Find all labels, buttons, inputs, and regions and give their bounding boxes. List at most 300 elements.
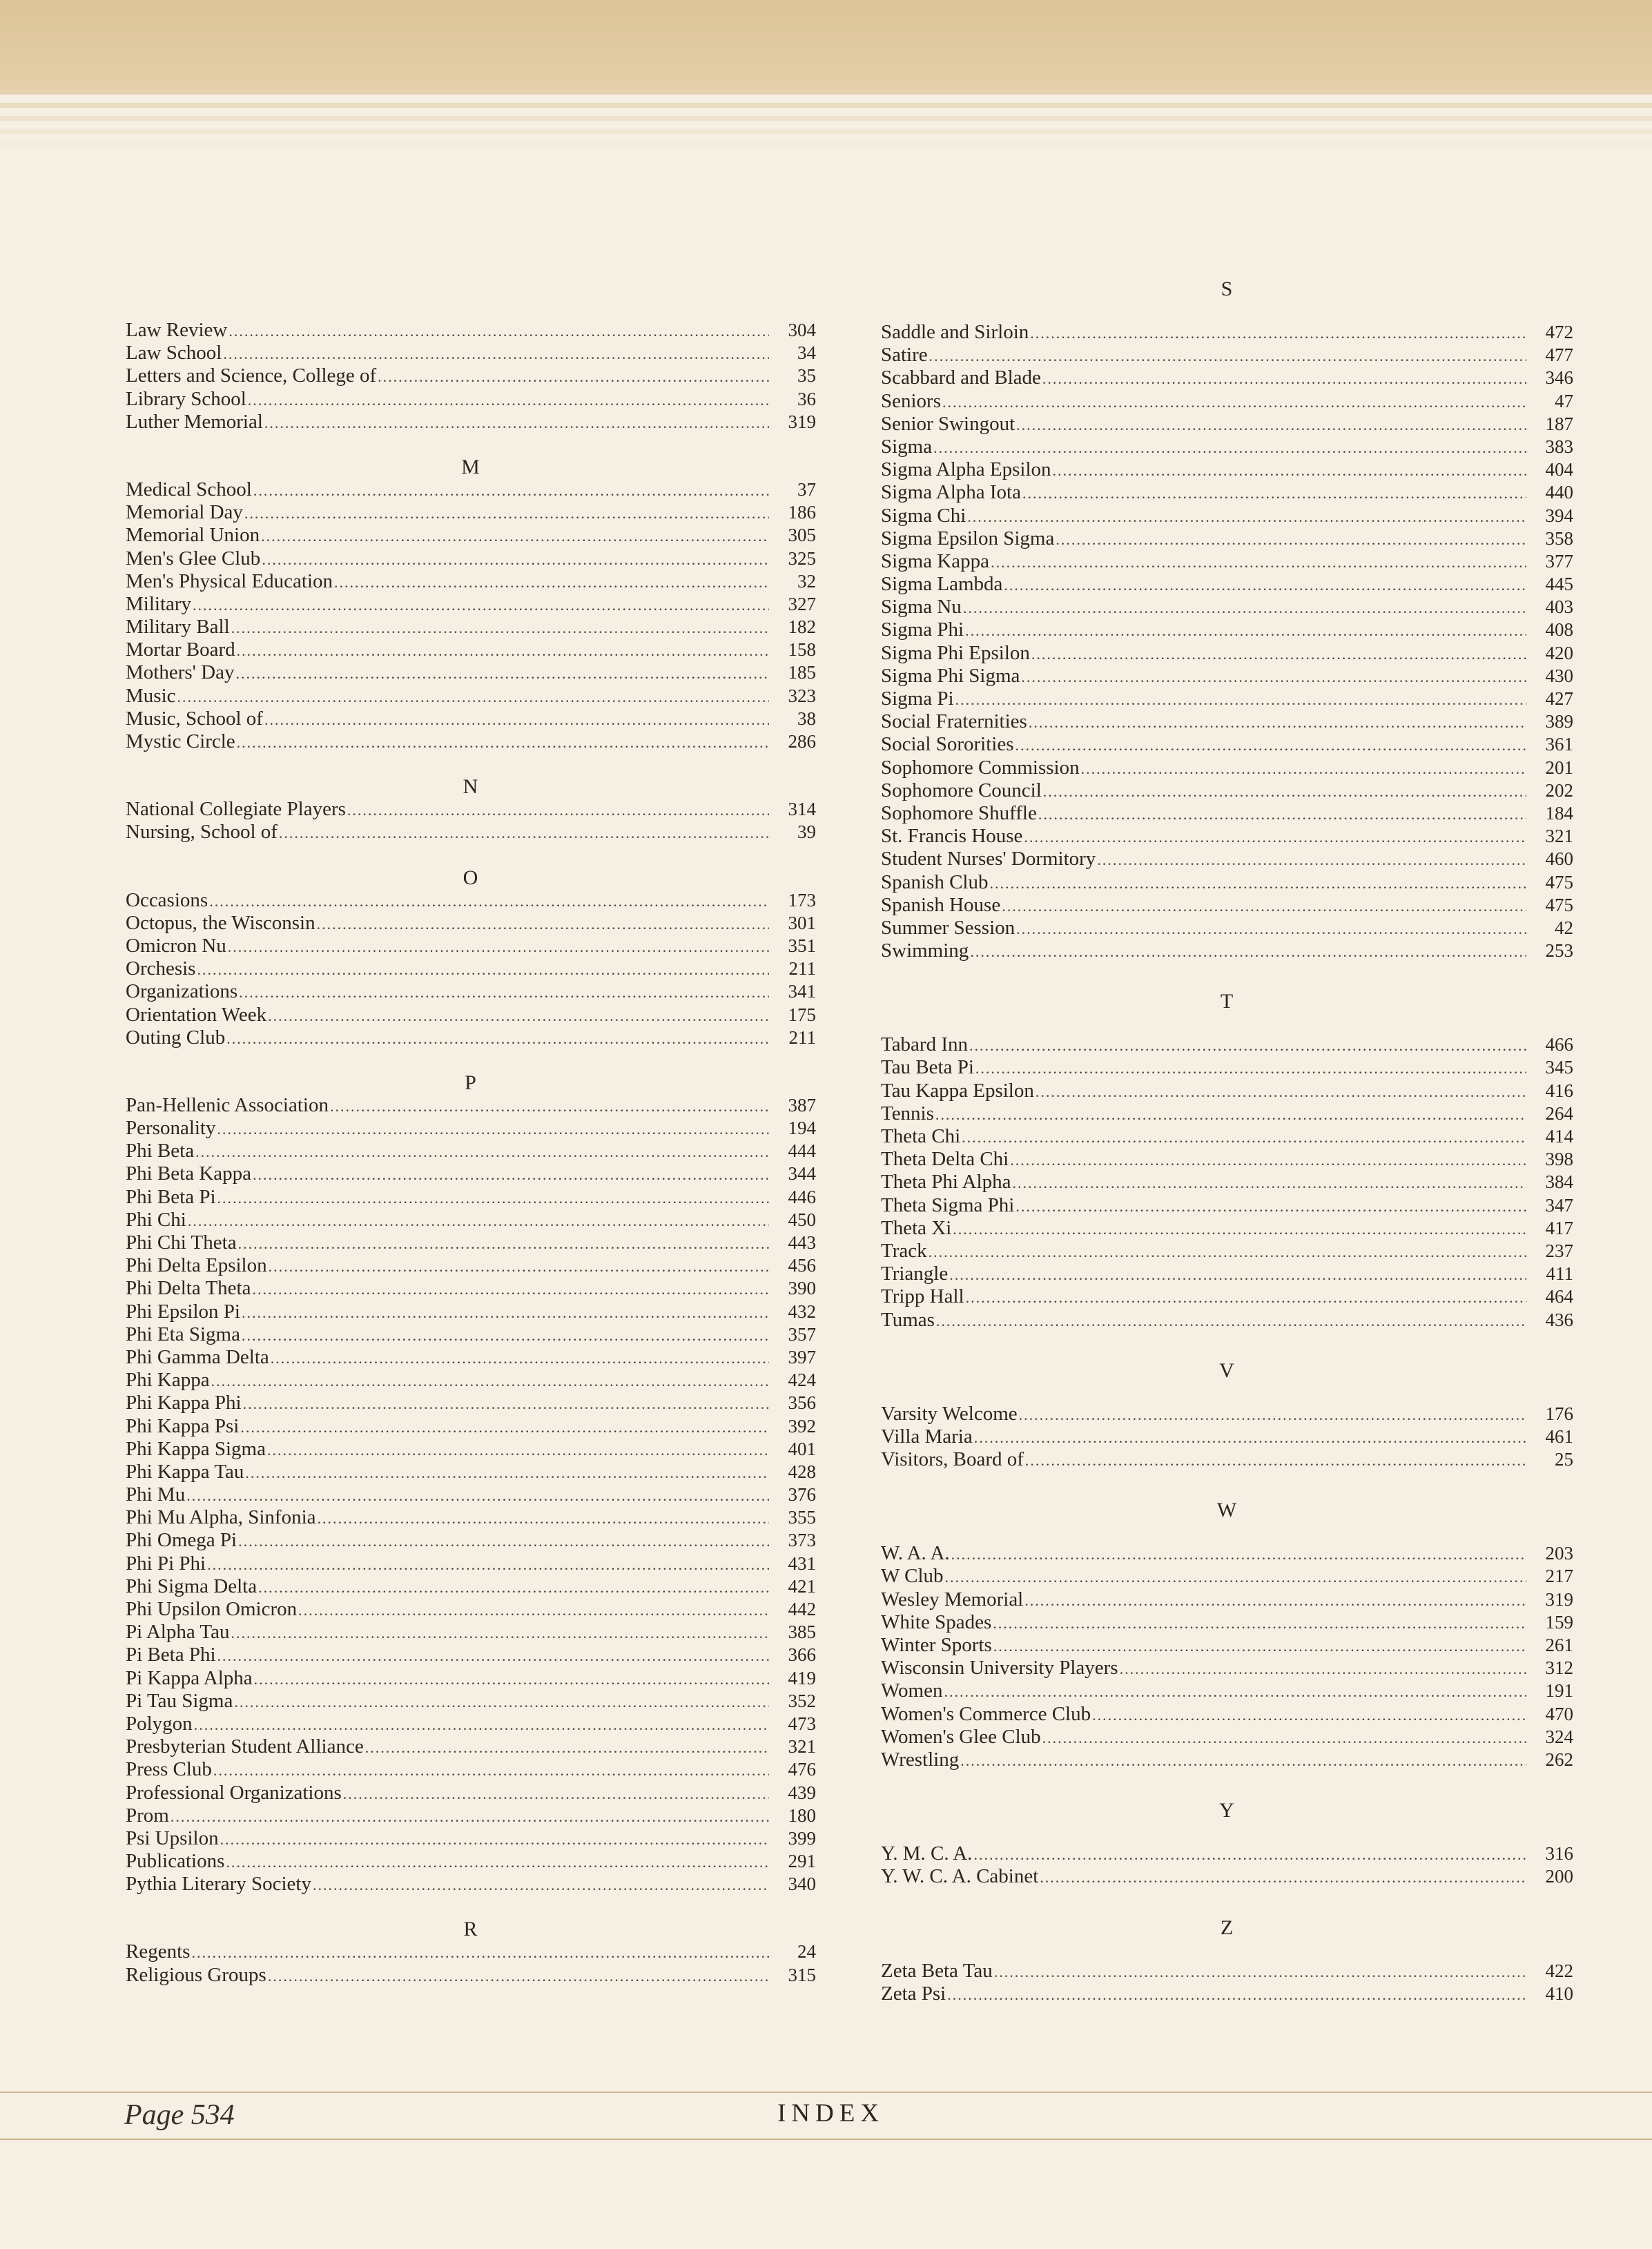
index-entry bbox=[881, 1080, 1573, 1102]
section-letter-heading: O bbox=[463, 866, 479, 889]
entry-page-number: 440 bbox=[1545, 482, 1573, 503]
entry-name: Phi Kappa Phi bbox=[126, 1392, 242, 1414]
entry-page-number: 47 bbox=[1555, 390, 1573, 411]
index-entry bbox=[881, 710, 1573, 733]
index-entry bbox=[881, 458, 1573, 481]
index-entry bbox=[881, 1217, 1573, 1240]
entry-page-number: 431 bbox=[788, 1552, 816, 1574]
index-entry bbox=[126, 1758, 816, 1781]
dot-leader bbox=[262, 548, 769, 571]
entry-name: Winter Sports bbox=[881, 1634, 992, 1656]
index-entry bbox=[126, 1186, 816, 1209]
index-entry bbox=[126, 1415, 816, 1438]
section-spacer bbox=[881, 1332, 1573, 1359]
index-entry bbox=[126, 1575, 816, 1598]
dot-leader bbox=[239, 981, 769, 1004]
entry-name: Tau Beta Pi bbox=[881, 1056, 974, 1079]
entry-name: Phi Kappa Psi bbox=[126, 1414, 240, 1437]
section-letter-heading: M bbox=[461, 455, 480, 478]
dot-leader bbox=[365, 1736, 769, 1759]
entry-name: Mothers' Day bbox=[126, 661, 235, 684]
index-entry bbox=[881, 1403, 1573, 1425]
dot-leader bbox=[975, 1057, 1526, 1080]
entry-name: Octopus, the Wisconsin bbox=[126, 911, 315, 934]
index-section bbox=[881, 278, 1573, 962]
dot-leader bbox=[194, 1713, 769, 1736]
dot-leader bbox=[933, 436, 1526, 459]
index-entry bbox=[126, 319, 816, 342]
index-entry bbox=[881, 848, 1573, 870]
index-entry bbox=[126, 1162, 816, 1185]
entry-page-number: 187 bbox=[1545, 413, 1573, 434]
entry-page-number: 404 bbox=[1545, 459, 1573, 480]
section-spacer bbox=[126, 844, 816, 866]
dot-leader bbox=[248, 389, 769, 411]
entry-name: Men's Physical Education bbox=[126, 569, 333, 592]
entry-page-number: 325 bbox=[788, 547, 816, 569]
entry-name: Phi Pi Phi bbox=[126, 1552, 206, 1575]
dot-leader bbox=[1040, 1866, 1526, 1889]
index-entry bbox=[881, 871, 1573, 894]
section-letter-heading: Y bbox=[1219, 1799, 1235, 1822]
entry-page-number: 305 bbox=[788, 525, 816, 546]
dot-leader bbox=[347, 799, 769, 821]
dot-leader bbox=[267, 1439, 769, 1461]
index-entry bbox=[126, 342, 816, 364]
entry-name: Sigma Phi Sigma bbox=[881, 664, 1020, 687]
dot-leader bbox=[1097, 848, 1526, 871]
entry-name: Zeta Psi bbox=[881, 1982, 946, 2005]
dot-leader bbox=[962, 1126, 1526, 1149]
index-entry bbox=[126, 1026, 816, 1049]
dot-leader bbox=[970, 940, 1526, 963]
index-entry bbox=[881, 665, 1573, 688]
entry-page-number: 414 bbox=[1545, 1126, 1573, 1147]
entry-name: Tau Kappa Epsilon bbox=[881, 1079, 1034, 1102]
footer-rule-top bbox=[0, 2092, 1652, 2093]
index-section bbox=[881, 1359, 1573, 1472]
dot-leader bbox=[313, 1873, 769, 1896]
entry-page-number: 312 bbox=[1545, 1657, 1573, 1679]
entry-page-number: 428 bbox=[788, 1461, 816, 1482]
dot-leader bbox=[243, 1392, 769, 1415]
section-letter-heading: R bbox=[463, 1918, 478, 1941]
index-entry bbox=[881, 619, 1573, 641]
entry-page-number: 253 bbox=[1545, 940, 1573, 962]
entry-name: Organizations bbox=[126, 980, 238, 1003]
entry-page-number: 424 bbox=[788, 1370, 816, 1391]
dot-leader bbox=[211, 1370, 769, 1392]
entry-page-number: 397 bbox=[788, 1346, 816, 1367]
dot-leader bbox=[1021, 665, 1526, 688]
entry-name: Social Sororities bbox=[881, 733, 1014, 756]
entry-name: Women's Glee Club bbox=[881, 1725, 1041, 1748]
index-section bbox=[126, 319, 816, 434]
index-entry bbox=[126, 547, 816, 570]
dot-leader bbox=[1031, 643, 1526, 665]
entry-name: Sophomore Commission bbox=[881, 756, 1080, 779]
index-entry bbox=[126, 1644, 816, 1666]
dot-leader bbox=[960, 1749, 1526, 1772]
index-entry bbox=[126, 935, 816, 957]
entry-name: Women's Commerce Club bbox=[881, 1702, 1091, 1725]
section-spacer bbox=[881, 1471, 1573, 1499]
dot-leader bbox=[217, 1644, 769, 1667]
entry-name: Theta Chi bbox=[881, 1125, 961, 1147]
index-entry bbox=[126, 1804, 816, 1827]
entry-page-number: 398 bbox=[1545, 1149, 1573, 1170]
section-spacer bbox=[126, 1896, 816, 1918]
entry-name: Phi Kappa bbox=[126, 1369, 210, 1392]
index-entry bbox=[881, 573, 1573, 596]
entry-name: Medical School bbox=[126, 478, 252, 500]
entry-page-number: 419 bbox=[788, 1667, 816, 1688]
dot-leader bbox=[1019, 1403, 1526, 1426]
dot-leader bbox=[271, 1347, 769, 1370]
entry-name: Library School bbox=[126, 387, 246, 410]
entry-page-number: 377 bbox=[1545, 550, 1573, 572]
index-section bbox=[126, 775, 816, 844]
dot-leader bbox=[1012, 1171, 1526, 1194]
entry-page-number: 25 bbox=[1555, 1449, 1573, 1470]
entry-name: Senior Swingout bbox=[881, 412, 1016, 435]
entry-name: Occasions bbox=[126, 888, 208, 911]
entry-page-number: 356 bbox=[788, 1392, 816, 1414]
dot-leader bbox=[990, 872, 1527, 895]
index-entry bbox=[126, 798, 816, 821]
dot-leader bbox=[1016, 917, 1526, 940]
entry-page-number: 439 bbox=[788, 1782, 816, 1803]
entry-page-number: 186 bbox=[788, 502, 816, 523]
entry-name: Wesley Memorial bbox=[881, 1588, 1024, 1610]
entry-page-number: 200 bbox=[1545, 1866, 1573, 1887]
dot-leader bbox=[1038, 803, 1526, 826]
index-entry bbox=[881, 1588, 1573, 1611]
entry-page-number: 450 bbox=[788, 1209, 816, 1230]
entry-page-number: 444 bbox=[788, 1140, 816, 1162]
dot-leader bbox=[929, 344, 1526, 367]
entry-page-number: 237 bbox=[1545, 1240, 1573, 1261]
entry-name: Student Nurses' Dormitory bbox=[881, 848, 1096, 870]
entry-name: Personality bbox=[126, 1117, 216, 1140]
index-entry bbox=[881, 596, 1573, 619]
index-entry bbox=[126, 1667, 816, 1690]
dot-leader bbox=[1056, 528, 1526, 551]
entry-page-number: 420 bbox=[1545, 642, 1573, 663]
entry-page-number: 39 bbox=[797, 821, 816, 843]
entry-name: Triangle bbox=[881, 1263, 949, 1285]
entry-page-number: 34 bbox=[797, 342, 816, 364]
dot-leader bbox=[969, 1034, 1526, 1057]
entry-name: Polygon bbox=[126, 1712, 193, 1735]
entry-name: Villa Maria bbox=[881, 1425, 973, 1448]
entry-page-number: 347 bbox=[1545, 1194, 1573, 1216]
entry-page-number: 460 bbox=[1545, 848, 1573, 870]
entry-page-number: 264 bbox=[1545, 1102, 1573, 1124]
entry-name: Zeta Beta Tau bbox=[881, 1959, 993, 1982]
entry-name: Pan-Hellenic Association bbox=[126, 1093, 329, 1116]
entry-page-number: 445 bbox=[1545, 574, 1573, 595]
entry-name: Scabbard and Blade bbox=[881, 367, 1041, 389]
index-entry bbox=[881, 1425, 1573, 1448]
entry-page-number: 321 bbox=[1545, 826, 1573, 847]
dot-leader bbox=[238, 1232, 769, 1255]
section-letter-heading: T bbox=[1220, 990, 1234, 1013]
dot-leader bbox=[177, 685, 770, 708]
section-letter-heading: N bbox=[463, 775, 479, 799]
dot-leader bbox=[188, 1209, 769, 1232]
index-entry bbox=[126, 388, 816, 411]
entry-page-number: 443 bbox=[788, 1232, 816, 1253]
entry-page-number: 357 bbox=[788, 1323, 816, 1345]
index-entry bbox=[881, 413, 1573, 436]
dot-leader bbox=[1120, 1657, 1526, 1680]
entry-name: Men's Glee Club bbox=[126, 547, 261, 569]
entry-name: Regents bbox=[126, 1940, 191, 1963]
entry-name: Phi Kappa Tau bbox=[126, 1460, 244, 1483]
index-entry bbox=[126, 1690, 816, 1713]
entry-page-number: 421 bbox=[788, 1575, 816, 1597]
index-entry bbox=[881, 1171, 1573, 1194]
index-entry bbox=[881, 1960, 1573, 1983]
entry-page-number: 472 bbox=[1545, 322, 1573, 342]
entry-page-number: 401 bbox=[788, 1438, 816, 1459]
dot-leader bbox=[226, 1027, 769, 1050]
index-entry bbox=[881, 1194, 1573, 1217]
index-entry bbox=[126, 1277, 816, 1300]
entry-page-number: 173 bbox=[788, 889, 816, 911]
section-letter-heading: S bbox=[1221, 278, 1234, 300]
entry-name: Nursing, School of bbox=[126, 821, 278, 844]
index-section bbox=[881, 990, 1573, 1331]
entry-page-number: 261 bbox=[1545, 1635, 1573, 1655]
index-entry bbox=[126, 1254, 816, 1277]
index-entry bbox=[881, 1726, 1573, 1749]
index-right-column bbox=[881, 278, 1573, 2005]
entry-page-number: 352 bbox=[788, 1690, 816, 1711]
entry-page-number: 42 bbox=[1555, 917, 1573, 938]
index-entry bbox=[126, 1209, 816, 1231]
entry-page-number: 394 bbox=[1545, 505, 1573, 526]
entry-name: Religious Groups bbox=[126, 1963, 266, 1986]
entry-name: Tennis bbox=[881, 1102, 934, 1124]
dot-leader bbox=[228, 935, 769, 958]
index-entry bbox=[126, 411, 816, 434]
dot-leader bbox=[240, 1416, 769, 1439]
dot-leader bbox=[1092, 1704, 1526, 1726]
index-entry bbox=[126, 1438, 816, 1461]
entry-page-number: 304 bbox=[788, 320, 816, 340]
entry-page-number: 211 bbox=[788, 958, 816, 980]
index-entry bbox=[881, 1033, 1573, 1056]
footer-title: INDEX bbox=[777, 2099, 885, 2128]
index-entry bbox=[881, 1680, 1573, 1702]
dot-leader bbox=[330, 1095, 769, 1118]
index-entry bbox=[126, 1323, 816, 1346]
entry-page-number: 175 bbox=[788, 1004, 816, 1025]
index-entry bbox=[126, 1552, 816, 1575]
entry-name: Satire bbox=[881, 344, 928, 367]
dot-leader bbox=[953, 1218, 1526, 1240]
index-entry bbox=[126, 1850, 816, 1873]
section-spacer bbox=[881, 1889, 1573, 1916]
dot-leader bbox=[951, 1543, 1526, 1566]
entry-name: Orchesis bbox=[126, 957, 196, 980]
index-entry bbox=[881, 1657, 1573, 1680]
entry-name: Theta Xi bbox=[881, 1216, 952, 1239]
dot-leader bbox=[1042, 1726, 1526, 1749]
entry-page-number: 361 bbox=[1545, 734, 1573, 755]
index-entry bbox=[881, 894, 1573, 917]
dot-leader bbox=[264, 411, 769, 434]
header-stripe bbox=[0, 142, 1652, 147]
index-entry bbox=[126, 1231, 816, 1254]
dot-leader bbox=[268, 1965, 769, 1987]
entry-page-number: 344 bbox=[788, 1163, 816, 1185]
dot-leader bbox=[197, 958, 769, 981]
entry-page-number: 403 bbox=[1545, 596, 1573, 618]
index-entry bbox=[126, 1094, 816, 1117]
index-entry bbox=[881, 1565, 1573, 1588]
index-entry bbox=[881, 1542, 1573, 1565]
entry-name: Sigma Kappa bbox=[881, 549, 990, 572]
entry-name: Law School bbox=[126, 342, 222, 364]
entry-name: Sophomore Council bbox=[881, 779, 1042, 801]
index-entry bbox=[126, 889, 816, 912]
entry-page-number: 464 bbox=[1545, 1286, 1573, 1307]
index-entry bbox=[126, 661, 816, 684]
dot-leader bbox=[217, 1118, 770, 1140]
index-entry bbox=[881, 802, 1573, 825]
entry-page-number: 184 bbox=[1545, 802, 1573, 824]
dot-leader bbox=[955, 688, 1526, 711]
entry-page-number: 442 bbox=[788, 1599, 816, 1619]
dot-leader bbox=[298, 1599, 769, 1622]
entry-name: Presbyterian Student Alliance bbox=[126, 1735, 364, 1758]
index-entry bbox=[126, 708, 816, 730]
index-entry bbox=[126, 1117, 816, 1140]
section-letter-heading: Z bbox=[1220, 1916, 1234, 1939]
index-entry bbox=[126, 912, 816, 935]
entry-name: W. A. A. bbox=[881, 1542, 950, 1565]
index-entry bbox=[881, 1749, 1573, 1771]
entry-page-number: 376 bbox=[788, 1484, 816, 1506]
dot-leader bbox=[245, 1461, 769, 1484]
index-entry bbox=[126, 1140, 816, 1162]
index-entry bbox=[126, 1301, 816, 1323]
entry-page-number: 316 bbox=[1545, 1843, 1573, 1865]
entry-page-number: 416 bbox=[1545, 1080, 1573, 1101]
entry-name: Tumas bbox=[881, 1308, 935, 1331]
dot-leader bbox=[234, 1691, 769, 1713]
index-entry bbox=[881, 642, 1573, 665]
entry-page-number: 262 bbox=[1545, 1749, 1573, 1770]
index-entry bbox=[881, 939, 1573, 962]
dot-leader bbox=[223, 342, 769, 365]
entry-name: St. Francis House bbox=[881, 825, 1023, 848]
dot-leader bbox=[269, 1255, 769, 1278]
dot-leader bbox=[1053, 459, 1527, 482]
index-entry bbox=[126, 616, 816, 639]
entry-page-number: 203 bbox=[1545, 1543, 1573, 1564]
entry-name: Y. W. C. A. Cabinet bbox=[881, 1865, 1039, 1888]
dot-leader bbox=[264, 708, 769, 731]
section-spacer bbox=[126, 434, 816, 456]
index-entry bbox=[881, 1263, 1573, 1285]
entry-page-number: 182 bbox=[788, 616, 816, 638]
dot-leader bbox=[1004, 574, 1526, 596]
entry-name: Phi Eta Sigma bbox=[126, 1323, 240, 1345]
entry-name: Pi Tau Sigma bbox=[126, 1689, 233, 1712]
dot-leader bbox=[1024, 1589, 1526, 1612]
entry-name: Psi Upsilon bbox=[126, 1827, 219, 1849]
dot-leader bbox=[1016, 734, 1526, 757]
dot-leader bbox=[242, 1324, 769, 1347]
dot-leader bbox=[213, 1759, 769, 1782]
entry-page-number: 37 bbox=[797, 478, 816, 500]
dot-leader bbox=[942, 391, 1526, 413]
entry-name: Military bbox=[126, 592, 192, 615]
entry-name: W Club bbox=[881, 1565, 944, 1588]
entry-name: Mortar Board bbox=[126, 639, 235, 661]
entry-name: Women bbox=[881, 1680, 943, 1702]
index-entry bbox=[126, 1827, 816, 1850]
entry-name: Memorial Day bbox=[126, 501, 243, 524]
entry-page-number: 319 bbox=[788, 411, 816, 432]
index-entry bbox=[126, 821, 816, 844]
entry-page-number: 158 bbox=[788, 639, 816, 661]
dot-leader bbox=[244, 502, 769, 525]
entry-page-number: 427 bbox=[1545, 688, 1573, 709]
entry-page-number: 211 bbox=[788, 1026, 816, 1048]
entry-page-number: 321 bbox=[788, 1736, 816, 1758]
section-spacer bbox=[126, 1049, 816, 1071]
dot-leader bbox=[195, 1140, 769, 1163]
entry-name: Y. M. C. A. bbox=[881, 1842, 973, 1865]
dot-leader bbox=[967, 505, 1526, 528]
index-entry bbox=[126, 1461, 816, 1483]
entry-page-number: 475 bbox=[1545, 871, 1573, 893]
dot-leader bbox=[1042, 367, 1526, 390]
entry-name: Military Ball bbox=[126, 616, 230, 639]
entry-name: Spanish Club bbox=[881, 870, 989, 893]
dot-leader bbox=[991, 551, 1526, 574]
dot-leader bbox=[973, 1843, 1526, 1866]
index-entry bbox=[126, 1621, 816, 1644]
entry-name: Social Fraternities bbox=[881, 710, 1027, 733]
entry-name: Press Club bbox=[126, 1758, 212, 1781]
entry-page-number: 383 bbox=[1545, 436, 1573, 457]
index-entry bbox=[881, 527, 1573, 550]
dot-leader bbox=[226, 1851, 769, 1873]
section-spacer bbox=[881, 1771, 1573, 1799]
dot-leader bbox=[220, 1828, 769, 1851]
header-stripe bbox=[0, 90, 1652, 95]
header-band bbox=[0, 0, 1652, 90]
index-entry bbox=[881, 1102, 1573, 1125]
dot-leader bbox=[1030, 322, 1526, 344]
entry-name: Sigma Phi bbox=[881, 619, 964, 641]
dot-leader bbox=[231, 1622, 770, 1644]
index-entry bbox=[126, 364, 816, 387]
index-entry bbox=[881, 436, 1573, 458]
entry-name: Track bbox=[881, 1239, 927, 1262]
index-entry bbox=[881, 1056, 1573, 1079]
entry-page-number: 327 bbox=[788, 593, 816, 614]
dot-leader bbox=[378, 365, 769, 388]
index-section bbox=[881, 1799, 1573, 1888]
entry-name: Saddle and Sirloin bbox=[881, 321, 1029, 343]
